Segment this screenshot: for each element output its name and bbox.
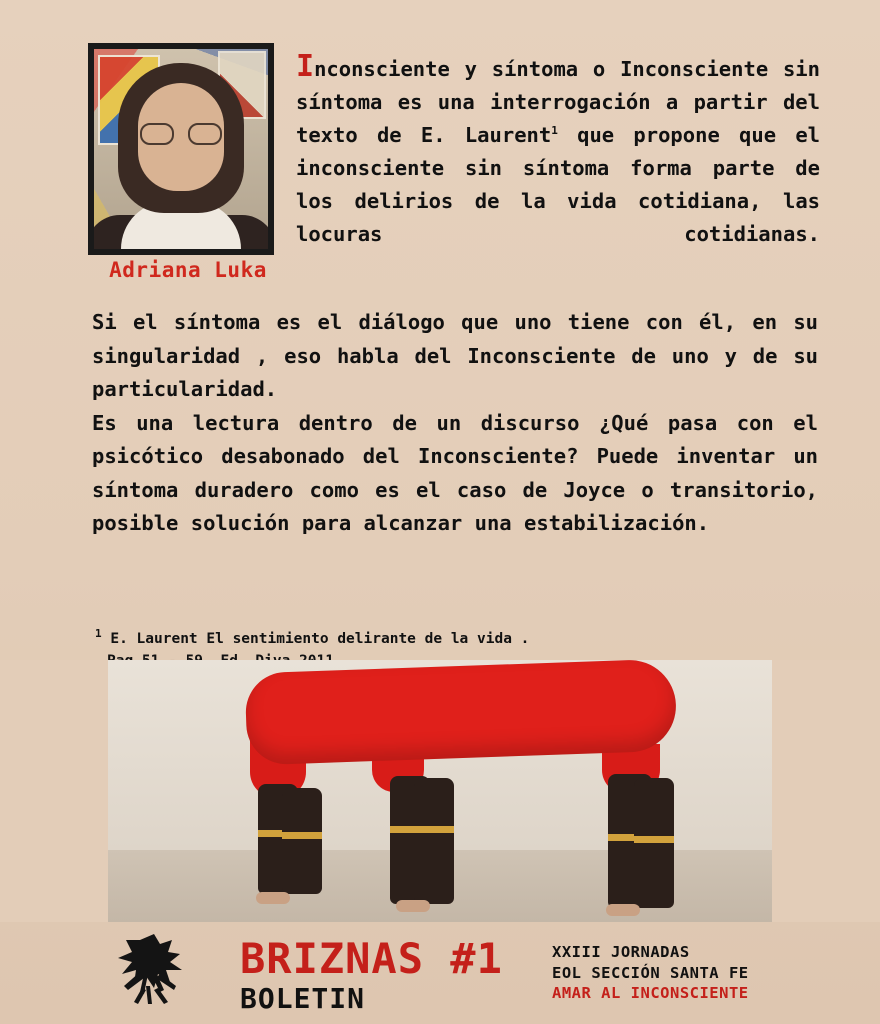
event-line-3: AMAR AL INCONSCIENTE	[552, 984, 749, 1002]
figure-right-leg-b	[634, 778, 674, 908]
performance-photo	[0, 660, 880, 922]
figure-right-foot	[606, 904, 640, 916]
author-portrait-image	[94, 49, 268, 249]
event-info	[552, 942, 749, 984]
lead-text: nconsciente y síntoma o Inconsciente sin síntoma es una interrogación a partir del texto de E. Laurent	[296, 57, 820, 147]
header-block	[0, 0, 880, 310]
author-name: Adriana Luka	[109, 258, 267, 282]
leg-band	[282, 832, 322, 839]
body-paragraph-2: Es una lectura dentro de un discurso ¿Qué pasa con el psicótico desabonado del Inconsciente? Puede inventar un síntoma duradero como es el caso de Joyce o transitorio, posible solución para alcanzar una estabilización.	[92, 410, 818, 535]
photo-left-margin	[0, 660, 108, 922]
footnote-mark: 1	[95, 627, 102, 641]
lead-paragraph	[296, 49, 821, 251]
author-portrait-frame	[88, 43, 274, 255]
figure-middle-foot	[396, 900, 430, 912]
figure-left-foot	[256, 892, 290, 904]
footnote-reference: 1	[551, 124, 558, 138]
leg-band	[414, 826, 454, 833]
red-fabric-tube	[245, 660, 678, 765]
lead-dropcap: I	[296, 49, 315, 84]
leg-band	[634, 836, 674, 843]
footer	[0, 920, 880, 1024]
footnote-line-1: E. Laurent El sentimiento delirante de la vida .	[110, 631, 530, 647]
bulletin-subtitle: BOLETIN	[240, 982, 366, 1015]
photo-right-margin	[772, 660, 880, 922]
bulletin-title: BRIZNAS #1	[240, 934, 503, 983]
bird-logo-icon	[110, 930, 202, 1010]
body-paragraph-1: Si el síntoma es el diálogo que uno tiene con él, en su singularidad , eso habla del Inconsciente de uno y de su particularidad.	[92, 310, 818, 401]
glasses-icon	[138, 123, 224, 143]
lead-text-continued: que propone que el inconsciente sin síntoma forma parte de los delirios de la vida cotidiana, las locuras cotidianas.	[296, 123, 821, 246]
body-text	[92, 306, 818, 541]
event-line-1: XXIII JORNADAS	[552, 943, 690, 961]
figure-middle-leg-b	[414, 778, 454, 904]
event-line-2: EOL SECCIÓN SANTA FE	[552, 964, 749, 982]
figure-left-leg-b	[282, 788, 322, 894]
